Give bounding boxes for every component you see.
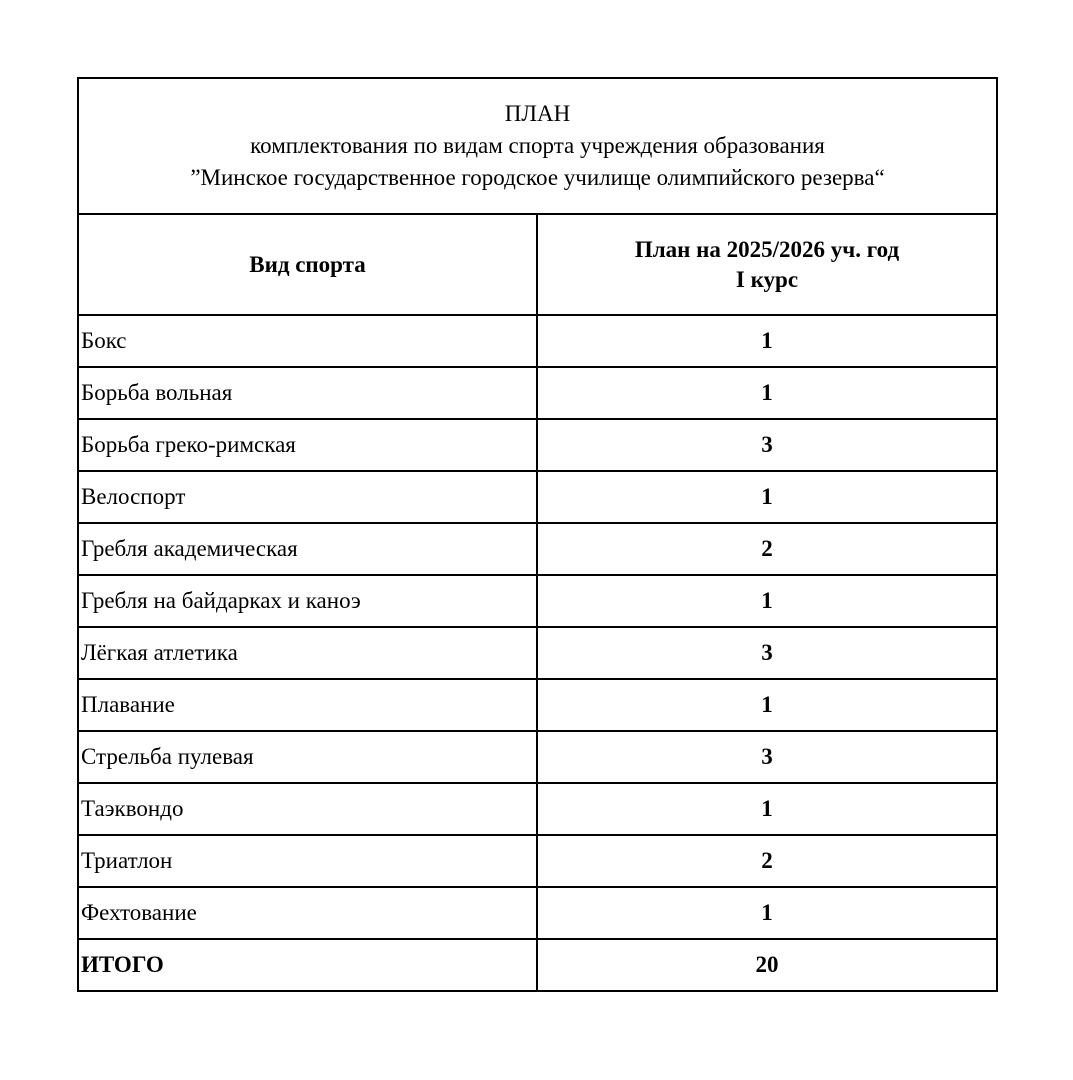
sport-name: Велоспорт	[78, 471, 537, 523]
title-row	[78, 78, 997, 214]
table-row	[78, 679, 997, 731]
table-row	[78, 783, 997, 835]
plan-value: 3	[537, 419, 997, 471]
plan-value: 1	[537, 471, 997, 523]
plan-value: 3	[537, 627, 997, 679]
column-header-plan	[537, 214, 997, 315]
plan-value: 3	[537, 731, 997, 783]
table-row	[78, 887, 997, 939]
sport-name: Плавание	[78, 679, 537, 731]
table-row	[78, 367, 997, 419]
total-value: 20	[537, 939, 997, 991]
column-header-plan-course: I курс	[735, 266, 799, 292]
column-header-sport	[78, 214, 537, 315]
sport-name: Гребля академическая	[78, 523, 537, 575]
table-row	[78, 315, 997, 367]
institution-name: ”Минское государственное городское училище олимпийского резерва“	[190, 165, 885, 190]
sport-name: Фехтование	[78, 887, 537, 939]
title-cell	[78, 78, 997, 214]
table-row	[78, 471, 997, 523]
document-subtitle: комплектования по видам спорта учреждения образования	[250, 133, 825, 158]
column-header-sport-label: Вид спорта	[249, 251, 366, 277]
plan-value: 1	[537, 679, 997, 731]
sport-name: Триатлон	[78, 835, 537, 887]
table-row	[78, 627, 997, 679]
sport-name: Лёгкая атлетика	[78, 627, 537, 679]
plan-value: 1	[537, 575, 997, 627]
sport-name: Борьба вольная	[78, 367, 537, 419]
plan-value: 1	[537, 367, 997, 419]
sport-name: Борьба греко-римская	[78, 419, 537, 471]
plan-value: 2	[537, 835, 997, 887]
table-row	[78, 835, 997, 887]
table-row	[78, 731, 997, 783]
total-label: ИТОГО	[78, 939, 537, 991]
plan-value: 1	[537, 887, 997, 939]
plan-table	[77, 77, 998, 992]
sport-name: Гребля на байдарках и каноэ	[78, 575, 537, 627]
sport-name: Таэквондо	[78, 783, 537, 835]
plan-value: 2	[537, 523, 997, 575]
document-title: ПЛАН	[504, 101, 571, 126]
header-row	[78, 214, 997, 315]
table-row	[78, 419, 997, 471]
plan-value: 1	[537, 315, 997, 367]
table-row	[78, 575, 997, 627]
sport-name: Бокс	[78, 315, 537, 367]
column-header-plan-year: План на 2025/2026 уч. год	[634, 236, 900, 262]
total-row	[78, 939, 997, 991]
table-row	[78, 523, 997, 575]
sport-name: Стрельба пулевая	[78, 731, 537, 783]
plan-value: 1	[537, 783, 997, 835]
